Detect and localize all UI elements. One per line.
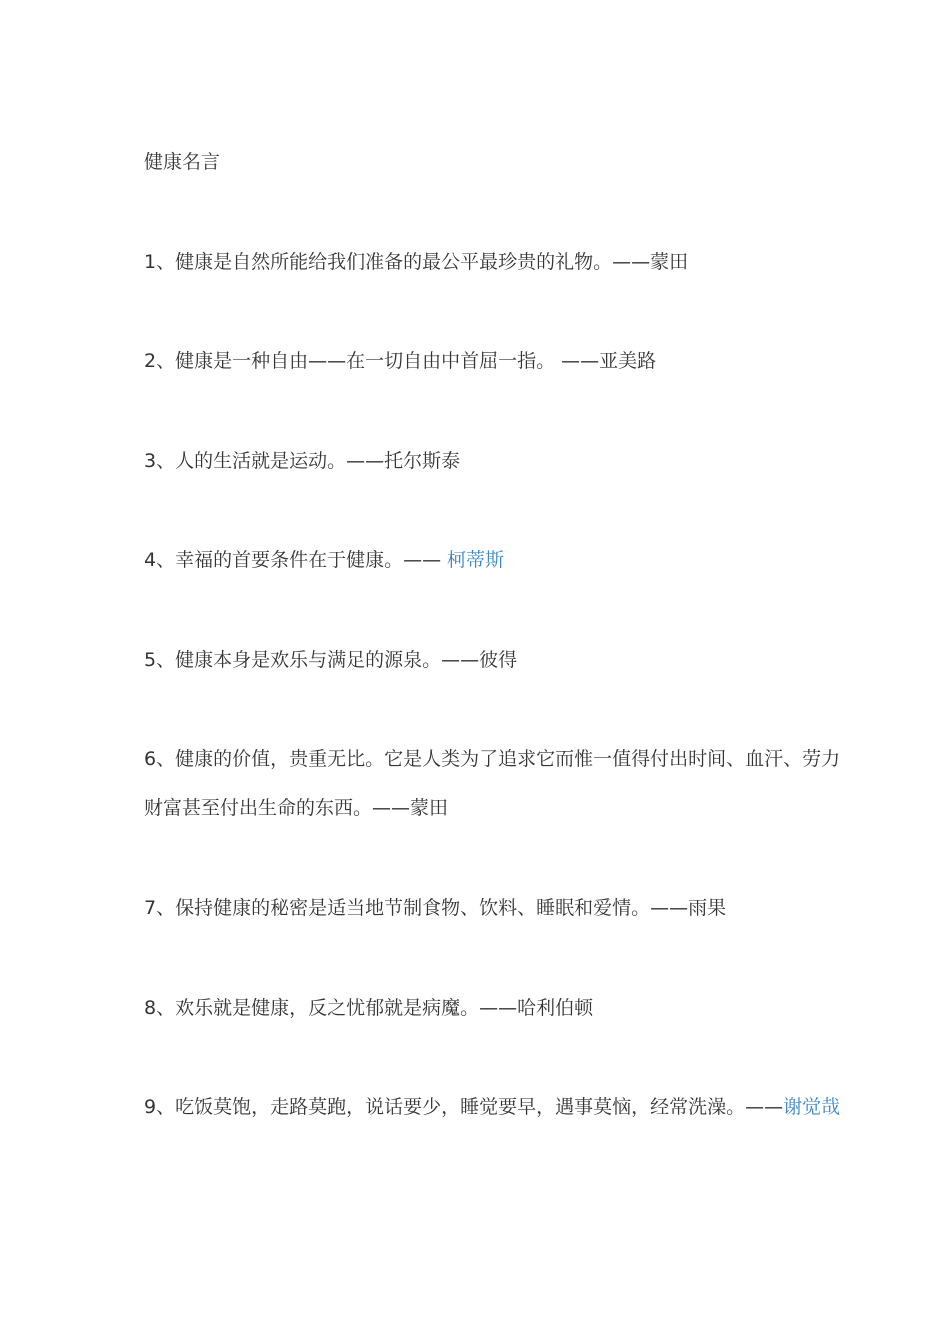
quote-text: 2、健康是一种自由——在一切自由中首屈一指。 ——亚美路 <box>144 350 657 372</box>
quote-item <box>144 895 814 921</box>
quote-item <box>144 249 814 275</box>
quote-text-line: 财富甚至付出生命的东西。——蒙田 <box>144 797 449 819</box>
quote-text-line: 6、健康的价值，贵重无比。它是人类为了追求它而惟一值得付出时间、血汗、劳力 <box>144 748 841 770</box>
quote-text: 8、欢乐就是健康，反之忧郁就是病魔。——哈利伯顿 <box>144 997 594 1019</box>
quote-item <box>144 1094 841 1120</box>
author-link[interactable]: 柯蒂斯 <box>447 549 505 571</box>
quote-text: 9、吃饭莫饱，走路莫跑，说话要少，睡觉要早，遇事莫恼，经常洗澡。—— <box>144 1096 784 1118</box>
author-link[interactable]: 谢觉哉 <box>783 1096 841 1118</box>
quote-text: 1、健康是自然所能给我们准备的最公平最珍贵的礼物。——蒙田 <box>144 251 689 273</box>
document-title: 健康名言 <box>144 151 221 173</box>
quote-item <box>144 348 814 374</box>
quote-item <box>144 647 814 673</box>
quote-text: 7、保持健康的秘密是适当地节制食物、饮料、睡眠和爱情。——雨果 <box>144 897 727 919</box>
quote-item <box>144 547 814 573</box>
quote-item <box>144 995 814 1021</box>
quote-text: 4、幸福的首要条件在于健康。—— <box>144 549 448 571</box>
quote-item <box>144 746 841 821</box>
quote-text: 5、健康本身是欢乐与满足的源泉。——彼得 <box>144 649 518 671</box>
quote-item <box>144 448 814 474</box>
quote-text: 3、人的生活就是运动。——托尔斯泰 <box>144 450 461 472</box>
